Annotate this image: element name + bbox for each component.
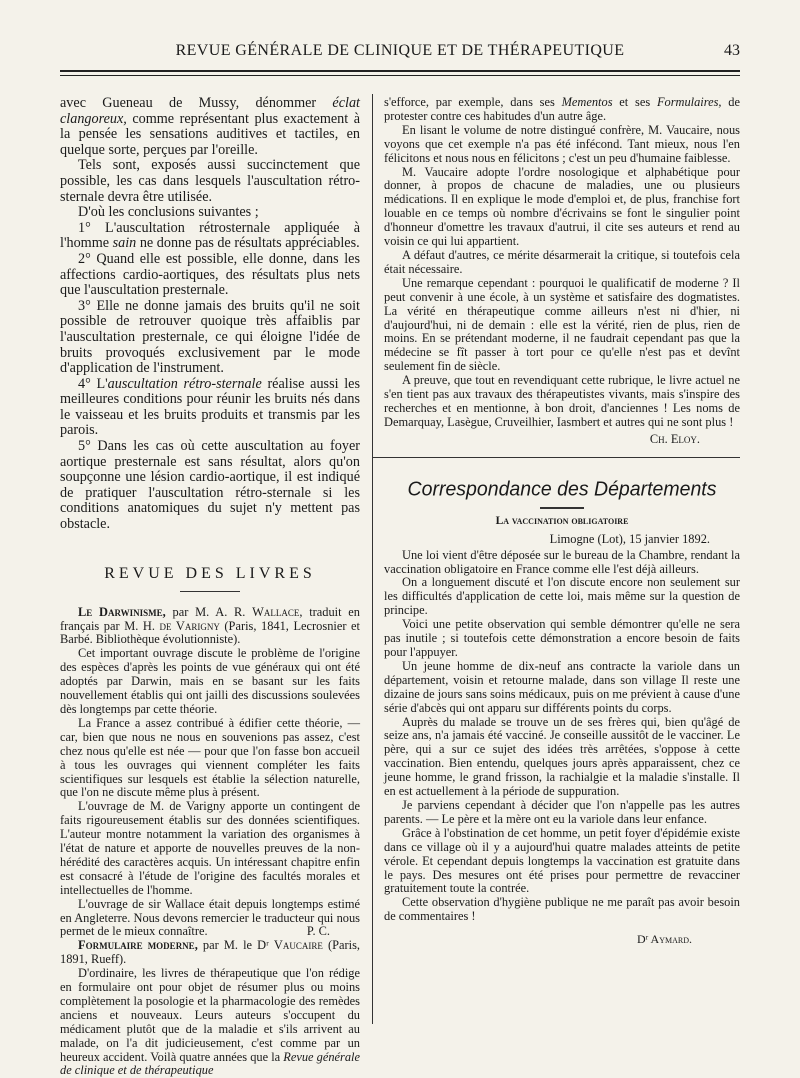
paragraph: D'où les conclusions suivantes ; <box>78 204 259 221</box>
paragraph: Une remarque cependant : pourquoi le qualificatif de moderne ? Il peut convenir à une école, à un système et satisfaire des dogmatistes. La vérité en thérapeutique comme ailleurs n'est ni d'hier, ni d'aujourd'hui, ni de demain : elle est la vérité, rien de plus, rien de moins. En se prétendant moderne, il ne faudrait cependant pas que la médecine se fît passer à tort pour ce qu'elle n'est pas et devînt seulement fin de siècle. <box>384 275 740 374</box>
paragraph <box>60 221 360 252</box>
header-rule-thin <box>60 75 740 76</box>
paragraph: Je parviens cependant à décider que l'on n'appelle pas les autres parents. — Le père et la mère ont eu la variole dans leur enfance. <box>384 797 740 826</box>
right-column <box>384 96 740 947</box>
running-title: REVUE GÉNÉRALE DE CLINIQUE ET DE THÉRAPEUTIQUE <box>175 42 625 59</box>
header-rule <box>60 70 740 72</box>
paragraph: Tels sont, exposés aussi succinctement que possible, les cas dans lesquels l'auscultation rétro-sternale devra être utilisée. <box>60 157 360 205</box>
page-number: 43 <box>724 42 740 59</box>
signature: Ch. Eloy. <box>649 431 700 446</box>
emphasis: auscultation rétro-sternale <box>107 375 262 392</box>
book-entry <box>60 606 360 648</box>
paragraph <box>60 377 360 439</box>
text: par M. A. R. <box>165 604 253 619</box>
section-separator <box>372 457 740 458</box>
paragraph: La France a assez contribué à édifier cette théorie, — car, bien que nous ne nous en souvenions pas assez, c'est chez nous qu'elle est née — pour que l'on fasse bon accueil à tous les ouvrages qui viennent compléter les faits scientifiques sur lesquels est établie la sélection naturelle, que l'on ne discute même plus à présent. <box>60 715 360 800</box>
text: par M. le Dʳ <box>197 938 274 953</box>
paragraph: Cet important ouvrage discute le problème de l'origine des espèces d'après les points de vue généraux qui ont été adoptés par Darwin, mais en se basant sur les faits nouvellement établis qui ont jailli des discussions soulevées dès longtemps par cette théorie. <box>60 646 360 716</box>
text: ne donne pas de résultats appréciables. <box>136 235 360 252</box>
book-title: Le Darwinisme, <box>78 604 166 619</box>
paragraph: On a longuement discuté et l'on discute encore non seulement sur les difficultés d'application de cette loi, mais même sur la question de principe. <box>384 575 740 618</box>
section-rule <box>180 591 240 592</box>
section-title: REVUE DES LIVRES <box>104 564 316 582</box>
paragraph: L'ouvrage de sir Wallace était depuis longtemps estimé en Angleterre. Nous devons remercier le traducteur qui nous permet de le mieux connaître. <box>60 896 360 939</box>
emphasis: Mementos <box>561 95 613 109</box>
paragraph: A défaut d'autres, ce mérite désarmerait la critique, si toutefois cela était nécessaire. <box>384 247 740 276</box>
paragraph: En lisant le volume de notre distingué confrère, M. Vaucaire, nous voyons que cet exemple n'a pas été infécond. Tant mieux, nous l'en félicitons et nous nous en félicitons ; c'est un peu d'humaine faiblesse. <box>384 122 740 165</box>
paragraph: L'ouvrage de M. de Varigny apporte un contingent de faits rigoureusement établis sur des données scientifiques. L'auteur montre notamment la variation des organismes à l'état de nature et apporte de nouvelles preuves de la non-hérédité des caractères acquis. Un intéressant chapitre enfin est consacré à l'étude de l'origine des facultés morales et intellectuelles de l'homme. <box>60 799 360 897</box>
title-rule <box>540 507 584 509</box>
author-name: de Varigny <box>159 618 220 633</box>
paragraph: Grâce à l'obstination de cet homme, un petit foyer d'épidémie existe dans ce village où il y a aujourd'hui quatre malades atteints de petite vérole. Et cependant depuis longtemps la vaccination est gratuite dans le pays. Des mesures ont été prises pour permettre de revacciner gratuitement toute la contrée. <box>384 825 740 896</box>
author-name: Vaucaire <box>273 938 323 953</box>
paragraph: Auprès du malade se trouve un de ses frères qui, bien qu'âgé de seize ans, n'a jamais été vacciné. Je conseille aussitôt de le vacciner. Le père, qui a sur ce sujet des idées très arrêtées, s'oppose à cette vaccination. Bien entendu, quelques jours après apparaissent, chez ce jeune homme, le grand frisson, la rachialgie et la maladie s'installe. Il en est actuellement à la période de suppuration. <box>384 714 740 799</box>
paragraph <box>60 967 360 1078</box>
book-entry <box>60 939 360 967</box>
text: D'ordinaire, les livres de thérapeutique que l'on rédige en formulaire ont pour objet de résumer plus ou moins complètement la posologie et la pharmacologie des remèdes anciens et nouveaux. Leurs auteurs s'occupent du médicament plutôt que de la maladie et s'ils arrivent au malade, on l'a dit judicieusement, c'est comme par un heureux accident. Voilà quatre années que la <box>60 966 360 1064</box>
column-divider <box>372 94 373 1024</box>
correspondence-title: Correspondance des Départements <box>407 477 717 501</box>
paragraph: Une loi vient d'être déposée sur le bureau de la Chambre, rendant la vaccination obligatoire en France comme elle l'est déjà ailleurs. <box>384 547 740 576</box>
paragraph <box>60 96 360 158</box>
text: (Paris, 1891, Rueff). <box>60 938 361 967</box>
signature: P. C. <box>306 924 330 939</box>
dateline: Limogne (Lot), 15 janvier 1892. <box>549 531 710 546</box>
text: 1° L'auscultation rétrosternale appliquée à l'homme <box>60 219 360 252</box>
paragraph: 3° Elle ne donne jamais des bruits qu'il ne soit possible de retrouver quoique très affaiblis par l'auscultation presternale, ce qui éloigne l'idée de bruits provoqués exclusivement par le mode d'application de l'instrument. <box>60 297 360 377</box>
author-name: Wallace <box>252 604 300 619</box>
paragraph: Un jeune homme de dix-neuf ans contracte la variole dans un département, voisin et retourne malade, dans son village Il reste une dizaine de jours sans soins médicaux, puis on me prévient à cause d'une série d'abcès qui ont apparu sur différents points du corps. <box>384 658 740 715</box>
text: avec Gueneau de Mussy, dénommer <box>60 95 333 111</box>
paragraph: A preuve, que tout en revendiquant cette rubrique, le livre actuel ne s'en tient pas aux travaux des thérapeutistes vivants, mais s'inspire des recherches et en mentionne, à bon droit, d'anciennes ! Les noms de Demarquay, Lasègue, Cruveilhier, Iasmbert et autres qui ne sont plus ! <box>384 373 740 429</box>
emphasis: éclat clangoreux, <box>60 95 360 127</box>
paragraph: Voici une petite observation qui semble démontrer qu'elle ne sera pas inutile ; si toutefois cette démonstration a encore besoin de faits pour l'appuyer. <box>384 617 740 659</box>
text: réalise aussi les meilleures conditions pour réunir les bruits nés dans le vaisseau et les bruits produits et transmis par les parois. <box>60 375 360 439</box>
paragraph: 2° Quand elle est possible, elle donne, dans les affections cardio-aortiques, des résultats plus nets que l'auscultation presternale. <box>60 250 360 299</box>
text: (Paris, 1841, Lecrosnier et Barbé. Bibliothèque évolutionniste). <box>60 618 360 647</box>
text: de protester contre ces habitudes d'un autre âge. <box>384 95 740 123</box>
paragraph: 5° Dans les cas où cette auscultation au foyer aortique presternale est sans résultat, alors qu'on soupçonne une lésion cardio-aortique, il est indiqué de pratiquer l'auscultation rétro-sternale si les conditions anatomiques du sujet n'y mettent pas obstacle. <box>60 438 360 533</box>
emphasis: Revue générale de clinique et de thérapeutique <box>60 1049 360 1078</box>
text: et ses <box>612 95 657 109</box>
text: 4° L' <box>78 375 108 392</box>
text: , traduit en français par M. H. <box>60 604 360 633</box>
text: s'efforce, par exemple, dans ses <box>384 95 562 109</box>
emphasis: Formulaires, <box>656 95 722 109</box>
paragraph: Cette observation d'hygiène publique ne me paraît pas avoir besoin de commentaires ! <box>384 895 740 924</box>
paragraph <box>384 96 740 124</box>
article-subtitle: La vaccination obligatoire <box>495 514 629 527</box>
left-column <box>60 96 360 1078</box>
running-header <box>60 42 740 68</box>
signature: Dʳ Aymard. <box>636 932 692 947</box>
text: comme représentant plus exactement à la pensée les sensations auditives et tactiles, en quelque sorte, perçues par l'oreille. <box>60 110 360 158</box>
emphasis: sain <box>112 235 137 252</box>
paragraph: M. Vaucaire adopte l'ordre nosologique et alphabétique pour donner, à propos de chacune de maladies, une ou plusieurs médications. Il en explique le mode d'emploi et, de plus, franchise fort louable en ce temps où nombre d'écrivains se font le singulier point d'honneur d'omettre les travaux d'autrui, il cite ses auteurs et rend au voisin ce qui lui appartient. <box>384 164 740 249</box>
book-title: Formulaire moderne, <box>78 938 198 953</box>
